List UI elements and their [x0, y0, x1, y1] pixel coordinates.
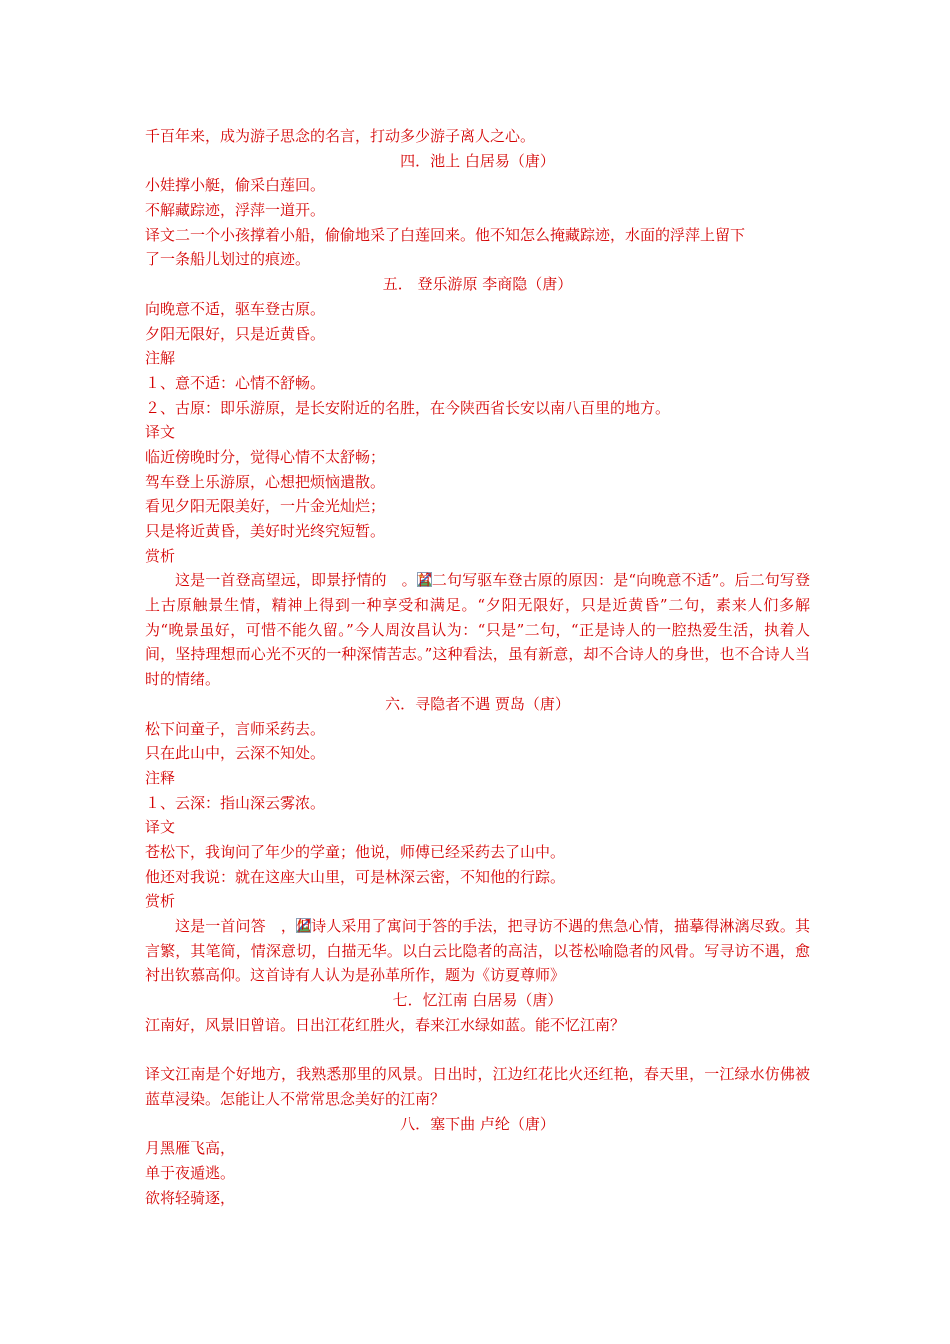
- poem8-line-3: 欲将轻骑逐，: [145, 1188, 236, 1207]
- poem6-line-2: 只在此山中，云深不知处。: [145, 744, 326, 763]
- poem6-translation-1: 苍松下，我询问了年少的学童；他说，师傅已经采药去了山中。: [145, 843, 566, 862]
- poem8-title: 八．塞下曲 卢纶（唐）: [400, 1114, 555, 1133]
- poem6-note-1: １、云深：指山深云雾浓。: [145, 793, 326, 812]
- poem6-appreciation-heading: 赏析: [145, 892, 176, 911]
- poem6-notes-heading: 注释: [145, 768, 176, 787]
- poem6-appreciation-start: 这是一首问答: [175, 917, 266, 936]
- poem8-line-2: 单于夜遁逃。: [145, 1164, 236, 1183]
- blank-line: [145, 1038, 810, 1063]
- poem6-translation-2: 他还对我说：就在这座大山里，可是林深云密，不知他的行踪。: [145, 867, 566, 886]
- poem5-line-1: 向晚意不适，驱车登古原。: [145, 299, 326, 318]
- poem4-translation-1: 译文二一个小孩撑着小船，偷偷地采了白莲回来。他不知怎么掩藏踪迹，水面的浮萍上留下: [145, 225, 746, 244]
- poem5-translation-heading: 译文: [145, 423, 176, 442]
- poem8-line-1: 月黑雁飞高，: [145, 1139, 236, 1158]
- poem5-note-1: １、意不适：心情不舒畅。: [145, 373, 326, 392]
- poem5-appreciation-heading: 赏析: [145, 546, 176, 565]
- intro-line: 千百年来，成为游子思念的名言，打动多少游子离人之心。: [145, 127, 536, 145]
- document-page: [145, 124, 810, 1210]
- poem7-title: 七．忆江南 白居易（唐）: [392, 991, 563, 1010]
- poem4-line-2: 不解藏踪迹，浮萍一道开。: [145, 201, 326, 220]
- poem5-translation-3: 看见夕阳无限美好，一片金光灿烂；: [145, 497, 386, 516]
- broken-image-icon: [266, 916, 281, 931]
- poem6-translation-heading: 译文: [145, 818, 176, 837]
- poem5-appreciation-rest: 。首二句写驱车登古原的原因：是“向晚意不适”。后二句写登上古原触景生情，精神上得到一种享受和满足。“夕阳无限好，只是近黄昏”二句，素来人们多解为“晚景虽好，可惜不能久留。”今人周汝昌认为：“只是”二句，“正是诗人的一腔热爱生活，执着人间，坚持理想而心光不灭的一种深情苦志。”这种看法，虽有新意，却不合诗人的身世，也不合诗人当时的情绪。: [145, 571, 810, 689]
- poem5-note-2: ２、古原：即乐游原，是长安附近的名胜，在今陕西省长安以南八百里的地方。: [145, 398, 671, 417]
- poem5-line-2: 夕阳无限好，只是近黄昏。: [145, 324, 326, 343]
- poem6-appreciation: [145, 914, 810, 988]
- poem6-line-1: 松下问童子，言师采药去。: [145, 719, 326, 738]
- poem6-title: 六．寻隐者不遇 贾岛（唐）: [385, 694, 570, 713]
- poem5-appreciation: [145, 568, 810, 692]
- poem4-line-1: 小娃撑小艇，偷采白莲回。: [145, 176, 326, 195]
- poem5-appreciation-start: 这是一首登高望远，即景抒情的: [175, 571, 387, 590]
- broken-image-icon: [387, 570, 402, 585]
- poem4-title: 四．池上 白居易（唐）: [400, 151, 555, 170]
- poem5-notes-heading: 注解: [145, 349, 176, 368]
- poem6-appreciation-rest: ，但诗人采用了寓问于答的手法，把寻访不遇的焦急心情，描摹得淋漓尽致。其言繁，其笔简，情深意切，白描无华。以白云比隐者的高洁，以苍松喻隐者的风骨。写寻访不遇，愈衬出钦慕高仰。这首诗有人认为是孙革所作，题为《访夏尊师》: [145, 917, 810, 985]
- poem4-translation-2: 了一条船儿划过的痕迹。: [145, 250, 311, 269]
- poem5-translation-2: 驾车登上乐游原，心想把烦恼遣散。: [145, 472, 386, 491]
- poem5-translation-1: 临近傍晚时分，觉得心情不太舒畅；: [145, 447, 386, 466]
- poem7-translation: 译文江南是个好地方，我熟悉那里的风景。日出时，江边红花比火还红艳，春天里，一江绿水仿佛被蓝草浸染。怎能让人不常常思念美好的江南？: [145, 1065, 810, 1108]
- poem5-title: 五． 登乐游原 李商隐（唐）: [382, 275, 573, 294]
- poem7-text: 江南好，风景旧曾谙。日出江花红胜火，春来江水绿如蓝。能不忆江南？: [145, 1015, 626, 1034]
- poem5-translation-4: 只是将近黄昏，美好时光终究短暂。: [145, 522, 386, 540]
